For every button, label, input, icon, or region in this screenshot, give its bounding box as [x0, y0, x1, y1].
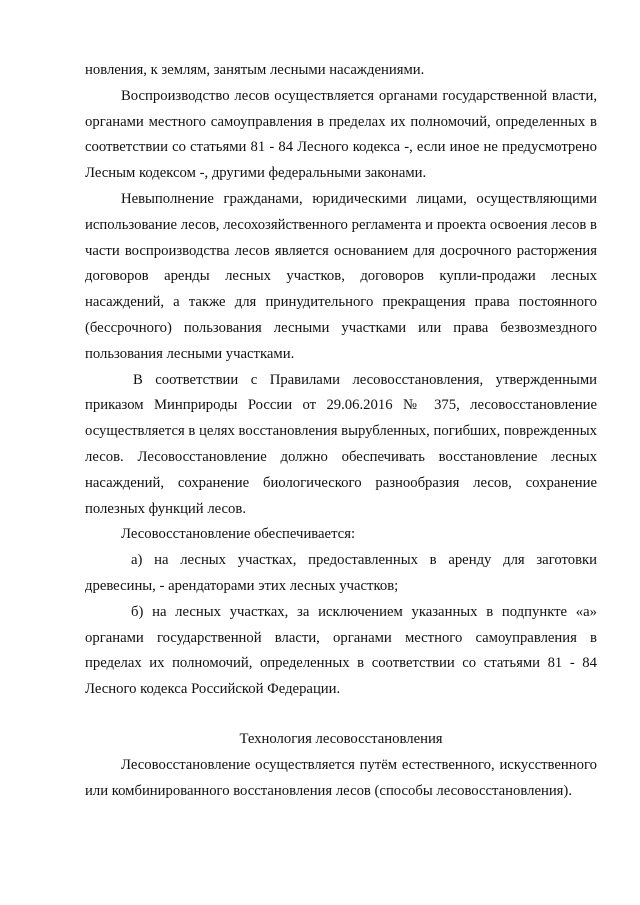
paragraph-continuation: новления, к землям, занятым лесными насаждениями. [85, 62, 425, 78]
paragraph-provided-by: Лесовосстановление обеспечивается: [121, 526, 356, 543]
paragraph-methods: Лесовосстановление осуществляется путём естественного, искусственного или комбинированного восстановления лесов (способы лесовосстановления). [85, 756, 597, 799]
paragraph-rules: В соответствии с Правилами лесовосстановления, утвержденными приказом Минприроды России от 29.06.2016 № 375, лесовосстановление осуществляется в целях восстановления вырубленных, погибших, поврежденных лесов. Лесовосстановление должно обеспечивать восстановление лесных насаждений, сохранение биологического разнообразия лесов, сохранение полезных функций лесов. [85, 371, 597, 517]
section-heading: Технология лесовосстановления [239, 730, 443, 747]
paragraph-non-compliance: Невыполнение гражданами, юридическими лицами, осуществляющими использование лесов, лесохозяйственного регламента и проекта освоения лесов в части воспроизводства лесов является основанием для досрочного расторжения договоров аренды лесных участков, договоров купли-продажи лесных насаждений, а также для принудительного прекращения права постоянного (бессрочного) пользования лесными участками или права безвозмездного пользования лесными участками. [85, 190, 597, 362]
paragraph-reproduction: Воспроизводство лесов осуществляется органами государственной власти, органами местного самоуправления в пределах их полномочий, определенных в соответствии со статьями 81 - 84 Лесного кодекса -, если иное не предусмотрено Лесным кодексом -, другими федеральными законами. [85, 87, 597, 182]
paragraph-item-b: б) на лесных участках, за исключением указанных в подпункте «а» органами государственной власти, органами местного самоуправления в пределах их полномочий, определенных в соответствии со статьями 81 - 84 Лесного кодекса Российской Федерации. [85, 603, 597, 698]
document-page [85, 58, 597, 804]
paragraph-item-a: а) на лесных участках, предоставленных в аренду для заготовки древесины, - арендаторами этих лесных участков; [85, 552, 597, 594]
